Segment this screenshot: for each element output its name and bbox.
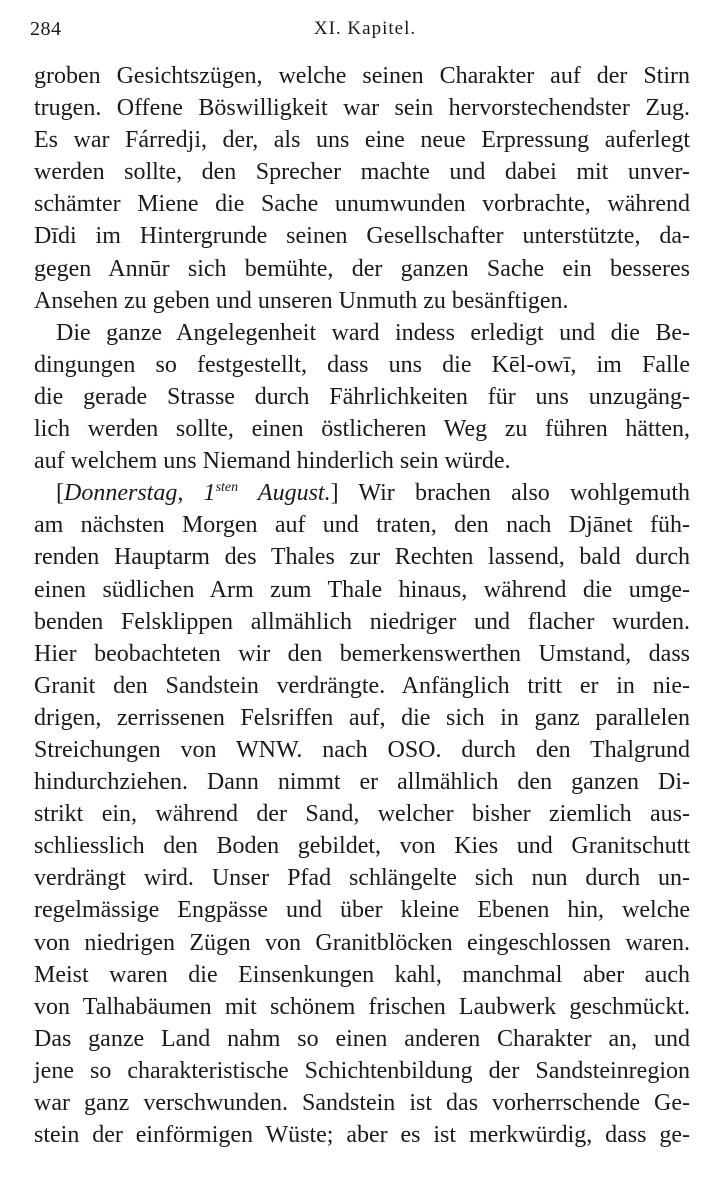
text-line: jene so charakteristische Schichtenbildung der Sandsteinregion (34, 1057, 690, 1084)
text-line: schliesslich den Boden gebildet, von Kies und Granitschutt (34, 833, 690, 860)
date-ordinal: sten (215, 480, 239, 496)
text-line: Es war Fárredji, der, als uns eine neue Erpressung auferlegt (34, 127, 690, 154)
text-line: Das ganze Land nahm so einen anderen Charakter an, und (34, 1025, 690, 1052)
text-line: schämter Miene die Sache unumwunden vorbrachte, während (34, 191, 690, 218)
text-line: werden sollte, den Sprecher machte und dabei mit unver- (34, 159, 690, 186)
page-number: 284 (30, 18, 62, 40)
text-line: Granit den Sandstein verdrängte. Anfänglich tritt er in nie- (34, 672, 690, 699)
text-line: Ansehen zu geben und unseren Unmuth zu besänftigen. (34, 287, 569, 314)
date-month: August. (238, 480, 331, 507)
text-line: trugen. Offene Böswilligkeit war sein hervorstechendster Zug. (34, 95, 690, 122)
text-line: lich werden sollte, einen östlicheren Weg zu führen hätten, (34, 416, 690, 443)
text-line: groben Gesichtszügen, welche seinen Charakter auf der Stirn (34, 63, 690, 89)
text-line: regelmässige Engpässe und über kleine Ebenen hin, welche (34, 897, 690, 924)
text-line: war ganz verschwunden. Sandstein ist das vorherrschende Ge- (34, 1090, 690, 1116)
text-line: Streichungen von WNW. nach OSO. durch den Thalgrund (34, 736, 690, 763)
text-line: am nächsten Morgen auf und traten, den nach Djānet füh- (34, 512, 690, 539)
text-line: auf welchem uns Niemand hinderlich sein würde. (34, 448, 511, 475)
text-line: gegen Annūr sich bemühte, der ganzen Sache ein besseres (34, 255, 690, 282)
text-line: verdrängt wird. Unser Pfad schlängelte sich nun durch un- (34, 865, 690, 892)
text-line: einen südlichen Arm zum Thale hinaus, während die umge- (34, 576, 690, 603)
body-text (34, 60, 690, 1151)
text-line: Hier beobachteten wir den bemerkenswerthen Umstand, dass (34, 640, 690, 667)
date-day: Donnerstag, 1 (64, 480, 216, 507)
text-line: strikt ein, während der Sand, welcher bisher ziemlich aus- (34, 801, 690, 828)
text-line: von niedrigen Zügen von Granitblöcken eingeschlossen waren. (34, 929, 690, 956)
running-head: XI. Kapitel. (313, 18, 417, 39)
text-line: Meist waren die Einsenkungen kahl, manchmal aber auch (34, 961, 690, 988)
date-close-bracket: ] (330, 480, 339, 507)
text-line: dingungen so festgestellt, dass uns die Kēl-owī, im Falle (34, 351, 690, 378)
text-line: Dīdi im Hintergrunde seinen Gesellschafter unterstützte, da- (34, 223, 690, 250)
text-line: stein der einförmigen Wüste; aber es ist merkwürdig, dass ge- (34, 1122, 690, 1149)
text-line: hindurchziehen. Dann nimmt er allmählich den ganzen Di- (34, 769, 690, 796)
date-open-bracket: [ (56, 480, 64, 507)
page-header (30, 18, 700, 52)
text-line: benden Felsklippen allmählich niedriger und flacher wurden. (34, 608, 690, 635)
text-line: von Talhabäumen mit schönem frischen Laubwerk geschmückt. (34, 993, 690, 1020)
text-line: renden Hauptarm des Thales zur Rechten lassend, bald durch (34, 544, 690, 571)
text-line: drigen, zerrissenen Felsriffen auf, die sich in ganz parallelen (34, 704, 690, 731)
dated-entry-line (34, 477, 690, 509)
text-line: Die ganze Angelegenheit ward indess erledigt und die Be- (56, 319, 690, 346)
dated-entry-text: Wir brachen also wohlgemuth (338, 480, 691, 507)
text-line: die gerade Strasse durch Fährlichkeiten für uns unzugäng- (34, 383, 690, 410)
